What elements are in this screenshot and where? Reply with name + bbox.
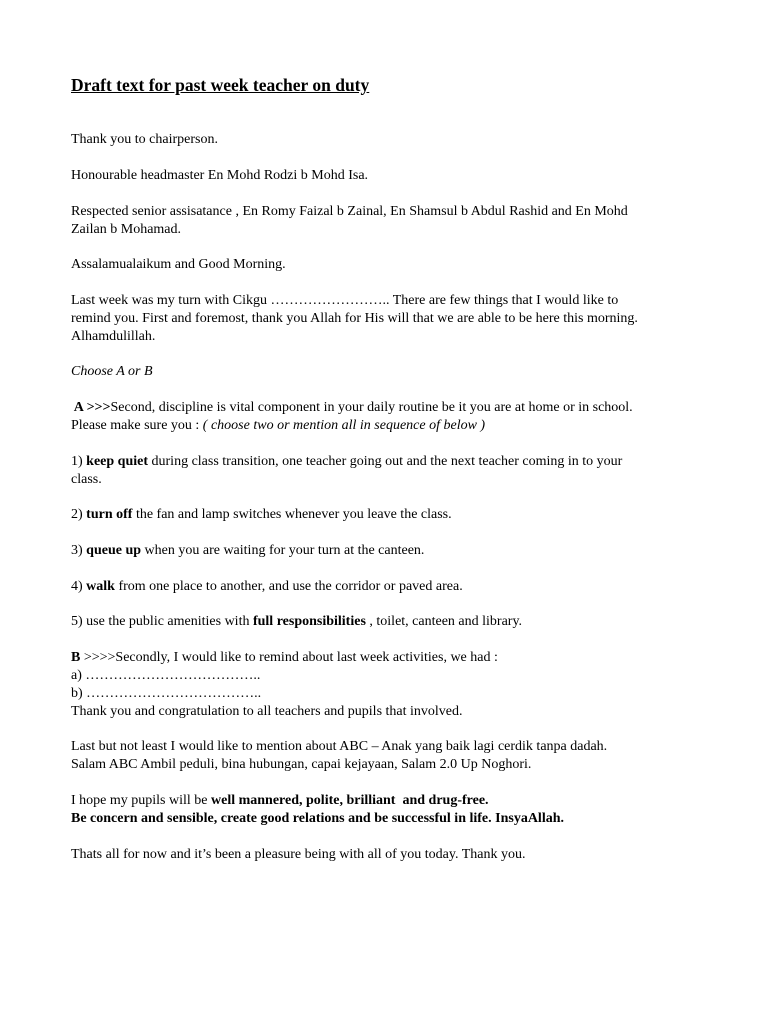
section-a-label: A >>>: [71, 400, 111, 415]
last-week-line-1: Last week was my turn with Cikgu …………………….. There are few things that I would like to: [71, 293, 619, 308]
list-item-1: [71, 453, 711, 489]
choose-text: Choose A or B: [71, 364, 153, 379]
paragraph-abc: [71, 738, 711, 774]
section-b-thanks: Thank you and congratulation to all teachers and pupils that involved.: [71, 704, 463, 719]
item-2-text: the fan and lamp switches whenever you leave the class.: [132, 507, 452, 522]
paragraph-headmaster: [71, 167, 711, 185]
list-item-5: [71, 613, 711, 631]
item-2-keyword: turn off: [86, 507, 133, 522]
hope-qualities: well mannered, polite, brilliant and drug-free.: [211, 793, 489, 808]
section-b-line-1: [71, 649, 711, 667]
item-4-number: 4): [71, 579, 87, 594]
item-1-text: during class transition, one teacher going out and the next teacher coming in to your: [148, 454, 623, 469]
item-1-number: 1): [71, 454, 87, 469]
item-3-keyword: queue up: [86, 543, 142, 558]
item-2-number: 2): [71, 507, 87, 522]
item-3-line: [71, 542, 711, 560]
paragraph-closing: [71, 846, 711, 864]
item-4-line: [71, 578, 711, 596]
item-4-keyword: walk: [86, 579, 115, 594]
section-b-item-a: a) ………………………………..: [71, 668, 261, 683]
paragraph-last-week: [71, 292, 711, 346]
section-b-label: B: [71, 650, 81, 665]
section-a: [71, 399, 711, 435]
section-b: [71, 649, 711, 721]
last-week-line-3: Alhamdulillah.: [71, 329, 156, 344]
document-title: Draft text for past week teacher on duty: [71, 75, 370, 95]
hope-text-pre: I hope my pupils will be: [71, 793, 211, 808]
section-a-line-1: [71, 399, 711, 417]
paragraph-hope: [71, 792, 711, 828]
item-1-line-1: [71, 453, 711, 471]
senior-line-2: Zailan b Mohamad.: [71, 222, 182, 237]
hope-line-2: Be concern and sensible, create good relations and be successful in life. InsyaAllah.: [71, 811, 565, 826]
section-a-line-2: [71, 417, 711, 435]
headmaster-text: Honourable headmaster En Mohd Rodzi b Mohd Isa.: [71, 168, 369, 183]
paragraph-senior-assistants: [71, 203, 711, 239]
section-b-text: >>>>Secondly, I would like to remind about last week activities, we had :: [80, 650, 498, 665]
last-week-line-2: remind you. First and foremost, thank you Allah for His will that we are able to be here this morning.: [71, 311, 638, 326]
choose-instruction: [71, 363, 711, 381]
abc-line-1: Last but not least I would like to mention about ABC – Anak yang baik lagi cerdik tanpa dadah.: [71, 739, 608, 754]
item-3-text: when you are waiting for your turn at the canteen.: [141, 543, 425, 558]
section-a-note: ( choose two or mention all in sequence of below ): [202, 418, 486, 433]
item-5-text: , toilet, canteen and library.: [365, 614, 523, 629]
section-a-prompt: Please make sure you :: [71, 418, 203, 433]
item-5-text-pre: 5) use the public amenities with: [71, 614, 253, 629]
thanks-text: Thank you to chairperson.: [71, 132, 218, 147]
closing-text: Thats all for now and it’s been a pleasure being with all of you today. Thank you.: [71, 847, 526, 862]
item-5-keyword: full responsibilities: [252, 614, 366, 629]
list-item-3: [71, 542, 711, 560]
item-1-line-2: class.: [71, 472, 102, 487]
hope-line-1: [71, 792, 711, 810]
abc-line-2: Salam ABC Ambil peduli, bina hubungan, capai kejayaan, Salam 2.0 Up Noghori.: [71, 757, 532, 772]
item-3-number: 3): [71, 543, 87, 558]
list-item-2: [71, 506, 711, 524]
item-4-text: from one place to another, and use the corridor or paved area.: [114, 579, 463, 594]
greeting-text: Assalamualaikum and Good Morning.: [71, 257, 286, 272]
list-item-4: [71, 578, 711, 596]
item-2-line: [71, 506, 711, 524]
item-5-line: [71, 613, 711, 631]
paragraph-greeting: [71, 256, 711, 274]
section-b-item-b: b) ………………………………..: [71, 686, 262, 701]
section-a-text: Second, discipline is vital component in your daily routine be it you are at home or in school.: [110, 400, 633, 415]
senior-line-1: Respected senior assisatance , En Romy Faizal b Zainal, En Shamsul b Abdul Rashid and En Mohd: [71, 204, 628, 219]
paragraph-thanks: [71, 131, 711, 149]
item-1-keyword: keep quiet: [86, 454, 149, 469]
